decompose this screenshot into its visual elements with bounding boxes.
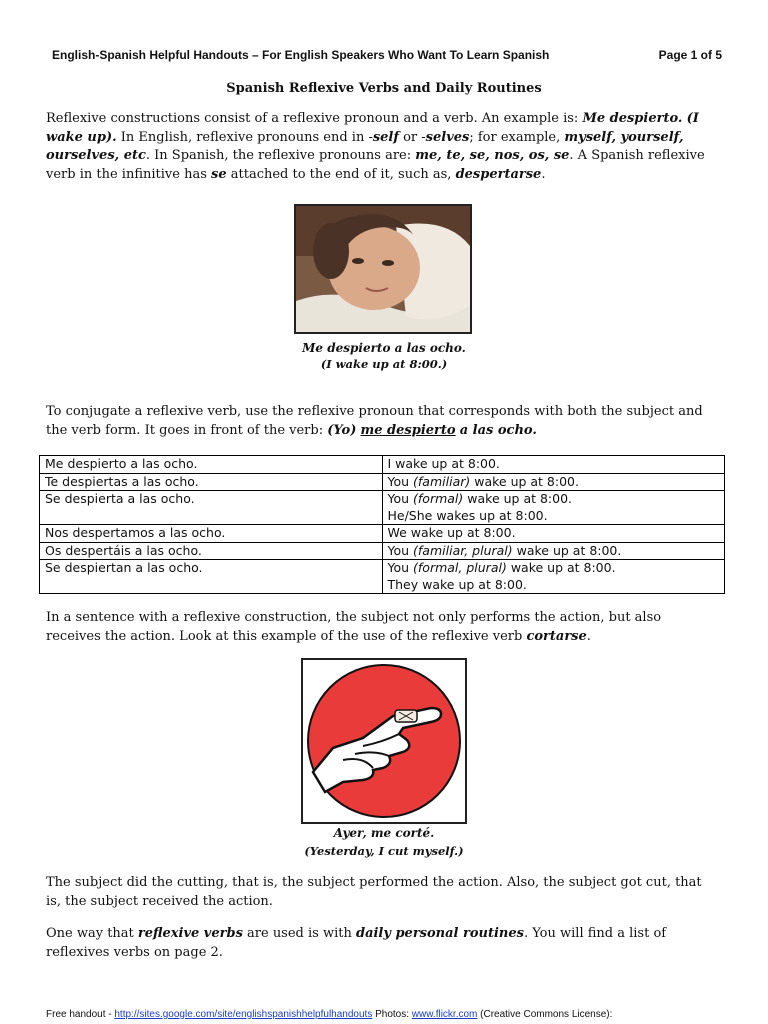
english-en-pre: You <box>387 473 414 489</box>
conjugate-text: To conjugate a reflexive verb, use the reflexive pronoun that corresponds with both the subject and the verb form. It goes in front of the verb: <box>46 404 703 438</box>
intro-text-7: attached to the end of it, such as, <box>226 166 456 182</box>
english-en-pre: We wake up at 8:00. <box>387 525 516 540</box>
page-number: Page 1 of 5 <box>658 48 722 62</box>
english-cell <box>382 491 725 525</box>
english-en-pre: You <box>387 491 414 506</box>
cut-finger-image <box>303 660 465 822</box>
conjugate-paragraph <box>46 403 716 440</box>
intro-selves: selves <box>425 129 470 145</box>
routine-daily-routines: daily personal routines <box>355 926 524 941</box>
intro-despertarse: despertarse <box>455 166 542 182</box>
subject-paragraph <box>46 609 716 646</box>
english-line <box>388 474 720 491</box>
intro-text-2: In English, reflexive pronouns end in - <box>116 129 373 145</box>
intro-text-4: ; for example, <box>469 129 565 145</box>
intro-spanish-pronouns: me, te, se, nos, os, se <box>415 148 570 163</box>
routine-paragraph <box>46 925 716 962</box>
english-en-it: (familiar) <box>413 473 471 489</box>
photo-boy-waking-up <box>294 204 472 334</box>
spanish-cell: Os despertáis a las ocho. <box>40 542 383 560</box>
english-line <box>388 560 720 577</box>
cut-explanation-paragraph: The subject did the cutting, that is, the subject performed the action. Also, the subject got cut, that is, the subject received the action. <box>46 875 702 909</box>
footer-text-1: Free handout - <box>46 1009 115 1020</box>
routine-text-1: One way that <box>46 926 138 941</box>
table-row <box>40 542 725 560</box>
intro-english-pronouns: myself, yourself, ourselves, etc <box>46 129 684 163</box>
routine-text-2: are used is with <box>242 926 356 941</box>
english-en-pre: I wake up at 8:00. <box>387 456 500 471</box>
intro-self: self <box>372 129 399 145</box>
english-line <box>388 491 720 508</box>
english-en-pre: You <box>387 560 414 575</box>
footer-link-flickr[interactable]: www.flickr.com <box>411 1009 478 1020</box>
english-en-it: (familiar, plural) <box>413 542 513 558</box>
intro-se: se <box>211 166 227 182</box>
subject-cortarse: cortarse <box>526 628 587 644</box>
header-title: English-Spanish Helpful Handouts – For English Speakers Who Want To Learn Spanish <box>52 48 550 62</box>
table-row <box>40 473 725 491</box>
spanish-cell: Te despiertas a las ocho. <box>40 473 383 491</box>
english-en-post: wake up at 8:00. <box>506 560 616 575</box>
subject-text-end: . <box>586 628 591 644</box>
intro-text-6: . A Spanish reflexive verb in the infinitive has <box>46 148 705 182</box>
table-row <box>40 560 725 594</box>
english-en-post: wake up at 8:00. <box>463 491 573 506</box>
spanish-cell: Se despiertan a las ocho. <box>40 560 383 594</box>
english-cell <box>382 525 725 543</box>
english-cell <box>382 456 725 474</box>
page-title: Spanish Reflexive Verbs and Daily Routines <box>226 81 542 96</box>
english-line <box>388 525 720 542</box>
footer-link-sites[interactable]: http://sites.google.com/site/englishspanishhelpfulhandouts <box>114 1009 373 1020</box>
routine-reflexive-verbs: reflexive verbs <box>137 926 243 941</box>
photo2-caption-spanish: Ayer, me corté. <box>333 826 435 840</box>
intro-text-1: Reflexive constructions consist of a reflexive pronoun and a verb. An example is: <box>46 111 583 126</box>
conjugate-a-las-ocho: a las ocho. <box>459 422 537 438</box>
photo2-caption-english: (Yesterday, I cut myself.) <box>304 844 464 858</box>
conjugation-table <box>39 455 725 594</box>
intro-paragraph <box>46 110 716 184</box>
photo-cut-finger <box>301 658 467 824</box>
photo1-caption-spanish: Me despierto a las ocho. <box>302 341 466 355</box>
english-en-it: (formal) <box>413 491 464 506</box>
english-line <box>388 543 720 560</box>
english-line-2: He/She wakes up at 8:00. <box>387 507 548 523</box>
english-line-2: They wake up at 8:00. <box>387 576 527 592</box>
english-en-pre: You <box>387 542 414 558</box>
spanish-cell: Nos despertamos a las ocho. <box>40 525 383 543</box>
intro-example-es: Me despierto. <box>582 111 683 126</box>
page-footer <box>46 1009 612 1020</box>
conjugation-table-body <box>40 456 725 594</box>
intro-text-3: or - <box>398 129 426 145</box>
intro-example-en: (I wake up). <box>46 111 699 145</box>
english-line <box>388 456 720 473</box>
conjugate-yo: (Yo) <box>327 422 357 438</box>
spanish-cell: Se despierta a las ocho. <box>40 491 383 525</box>
boy-waking-up-image <box>296 206 470 332</box>
english-cell <box>382 542 725 560</box>
table-row <box>40 525 725 543</box>
footer-text-2: Photos: <box>372 1009 412 1020</box>
page-header <box>52 48 722 62</box>
english-en-post: wake up at 8:00. <box>470 473 579 489</box>
subject-text: In a sentence with a reflexive construction, the subject not only performs the action, but also receives the action. Look at this example of the use of the reflexive verb <box>46 610 662 644</box>
conjugate-me-despierto: me despierto <box>360 422 456 438</box>
routine-text-3: . You will find a list of reflexives verbs on page 2. <box>46 926 667 960</box>
english-cell <box>382 473 725 491</box>
spanish-cell: Me despierto a las ocho. <box>40 456 383 474</box>
english-cell <box>382 560 725 594</box>
intro-text-5: . In Spanish, the reflexive pronouns are: <box>145 148 416 163</box>
table-row <box>40 456 725 474</box>
intro-text-8: . <box>541 166 546 182</box>
photo1-caption-english: (I wake up at 8:00.) <box>320 357 448 371</box>
table-row <box>40 491 725 525</box>
footer-text-3: (Creative Commons License): <box>477 1009 613 1020</box>
english-en-it: (formal, plural) <box>413 560 507 575</box>
english-en-post: wake up at 8:00. <box>512 542 622 558</box>
